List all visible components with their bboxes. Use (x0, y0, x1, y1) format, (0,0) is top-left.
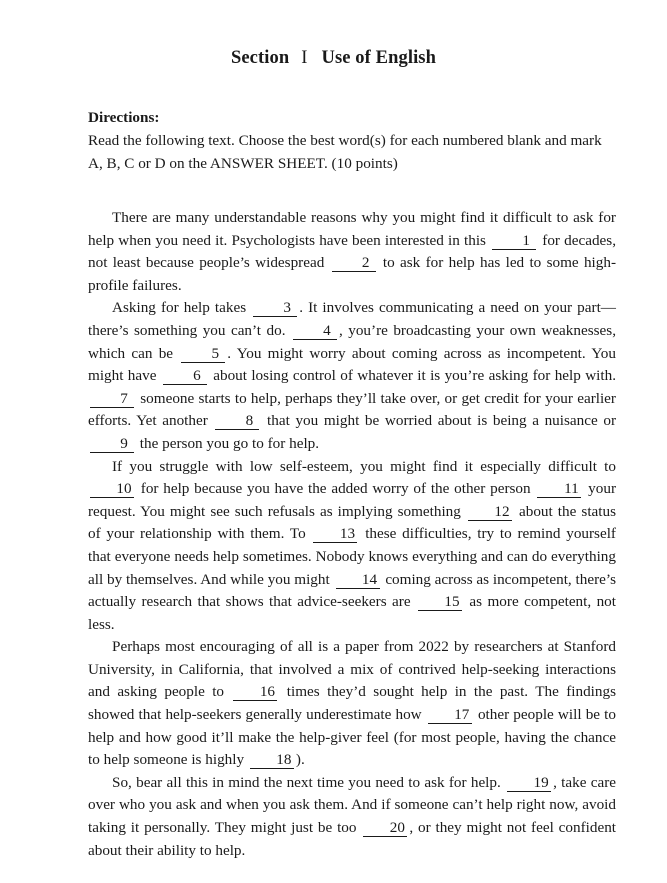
blank-11: 11 (537, 480, 581, 498)
blank-15: 15 (418, 593, 462, 611)
blank-4: 4 (293, 322, 337, 340)
passage-text: for help because you have the added worry of the other person (136, 480, 536, 498)
blank-3: 3 (253, 299, 297, 317)
passage-text: There are many understandable reasons why you might find it difficult to ask for help when you need it. Psychologists have been interested in this (88, 209, 616, 249)
blank-13: 13 (313, 525, 357, 543)
section-numeral: I (301, 48, 308, 68)
passage-paragraph (88, 772, 616, 862)
blank-6: 6 (163, 367, 207, 385)
section-name: Use of English (321, 48, 436, 68)
passage-text: your request. You might see such refusals as implying something (88, 480, 617, 520)
passage-paragraph (88, 456, 616, 637)
passage-text: someone starts to help, perhaps they’ll take over, or get credit for your earlier efforts. Yet another (88, 389, 616, 430)
blank-16: 16 (233, 683, 277, 701)
blank-12: 12 (468, 503, 512, 521)
passage-text: Asking for help takes (112, 299, 252, 317)
passage-paragraph (88, 297, 616, 455)
cloze-passage (88, 207, 616, 862)
passage-text: times they’d sought help in the past. The findings showed that help-seekers generally underestimate how (88, 683, 616, 724)
passage-text: for decades, not least because people’s widespread (88, 231, 616, 272)
passage-text: to ask for help has led to some high-profile failures. (88, 254, 616, 294)
blank-17: 17 (428, 706, 472, 724)
directions-heading: Directions: (88, 109, 160, 126)
passage-text: , take care over who you ask and when you ask them. And if someone can’t help right now, avoid taking it personally. They might just be too (88, 773, 616, 837)
blank-9: 9 (90, 435, 134, 453)
passage-text: So, bear all this in mind the next time you need to ask for help. (112, 773, 506, 791)
passage-text: that you might be worried about is being a nuisance or (261, 412, 616, 430)
passage-text: coming across as incompetent, there’s actually research that shows that advice-seekers are (88, 570, 617, 611)
passage-text: about losing control of whatever it is you’re asking for help with. (208, 367, 617, 385)
passage-text: ). (295, 751, 305, 769)
passage-paragraph (88, 207, 616, 297)
blank-10: 10 (90, 480, 134, 498)
passage-text: these difficulties, try to remind yourself that everyone needs help sometimes. Nobody knows everything and can do everything all by themselves. And while you might (88, 525, 616, 588)
passage-text: as more competent, not less. (88, 593, 616, 633)
directions (88, 106, 618, 175)
passage-text: If you struggle with low self-esteem, you might find it especially difficult to (112, 457, 616, 475)
section-title (0, 48, 667, 69)
blank-8: 8 (215, 412, 259, 430)
passage-text: about the status of your relationship with them. To (88, 502, 617, 543)
passage-text: , you’re broadcasting your own weaknesses, which can be (88, 321, 616, 362)
blank-20: 20 (363, 819, 407, 837)
passage-text: Perhaps most encouraging of all is a paper from 2022 by researchers at Stanford University, in California, that involved a mix of contrived help-seeking interactions and asking people to (88, 638, 616, 701)
passage-text: other people will be to help and how good it’ll make the help-giver feel (for most people, having the chance to help someone is highly (88, 706, 616, 769)
blank-14: 14 (336, 571, 380, 589)
blank-2: 2 (332, 254, 376, 272)
blank-7: 7 (90, 390, 134, 408)
blank-18: 18 (250, 751, 294, 769)
section-label: Section (230, 48, 290, 68)
passage-text: , or they might not feel confident about their ability to help. (88, 819, 617, 859)
passage-text: the person you go to for help. (136, 434, 320, 452)
blank-1: 1 (492, 232, 536, 250)
blank-19: 19 (507, 774, 551, 792)
blank-5: 5 (181, 345, 225, 363)
passage-text: . You might worry about coming across as incompetent. You might have (88, 344, 616, 385)
directions-text: Read the following text. Choose the best word(s) for each numbered blank and mark A, B, C or D on the ANSWER SHEET. (10 points) (88, 132, 602, 172)
passage-paragraph (88, 636, 616, 772)
passage-text: . It involves communicating a need on your part—there’s something you can’t do. (88, 299, 616, 339)
